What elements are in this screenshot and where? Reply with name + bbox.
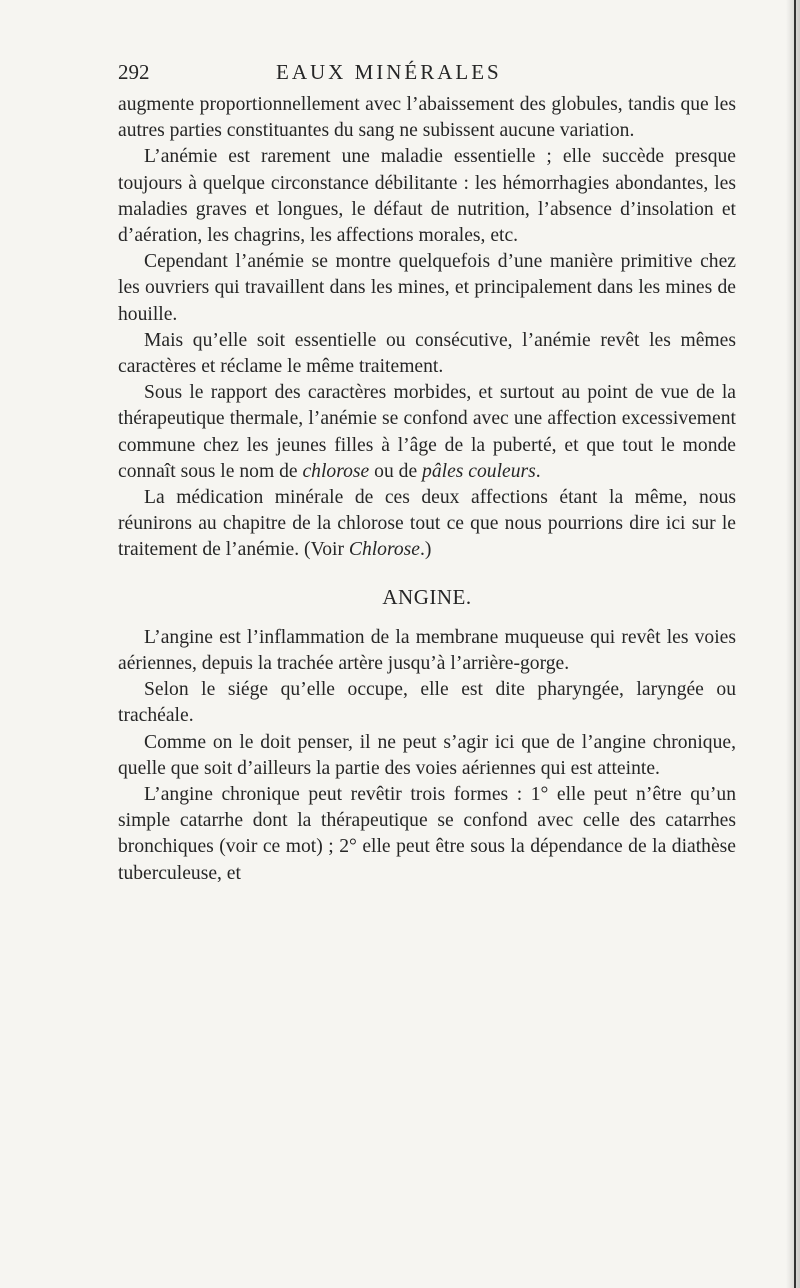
running-header — [118, 60, 736, 90]
paragraph-anemie-medication — [118, 485, 736, 564]
page-number: 292 — [118, 60, 150, 84]
paragraph-angine-definition: L’angine est l’inflammation de la membrane muqueuse qui revêt les voies aériennes, depuis la trachée artère jusqu’à l’arrière-gorge. — [118, 626, 736, 675]
italic-term-pales-couleurs: pâles couleurs — [422, 460, 536, 482]
text-span: . — [535, 460, 541, 482]
italic-term-chlorose: chlorose — [302, 460, 370, 482]
paragraph-angine-chronique: Comme on le doit penser, il ne peut s’agir ici que de l’angine chronique, quelle que soit d’ailleurs la partie des voies aériennes qui est atteinte. — [118, 731, 736, 779]
body-text — [118, 92, 736, 887]
paragraph-anemie-primitive: Cependant l’anémie se montre quelquefois d’une manière primitive chez les ouvriers qui travaillent dans les mines, et principalement dans les mines de houille. — [118, 251, 736, 325]
book-page — [118, 60, 736, 887]
paragraph-angine-formes: L’angine chronique peut revêtir trois formes : 1° elle peut n’être qu’un simple catarrhe dont la thérapeutique se confond avec celle des catarrhes bronchiques (voir ce mot) ; 2° elle peut être sous la dépendance de la diathèse tuberculeuse, et — [118, 784, 736, 884]
page-edge-line — [794, 0, 796, 1288]
paragraph-anemie-causes: L’anémie est rarement une maladie essentielle ; elle succède presque toujours à quelque circonstance débilitante : les hémorrhagies abondantes, les maladies graves et longues, le défaut de nutrition, l’absence d’insolation et d’aération, les chagrins, les affections morales, etc. — [118, 146, 736, 247]
paragraph-continuation: augmente proportionnellement avec l’abaissement des globules, tandis que les autres parties constituantes du sang ne subissent aucune variation. — [118, 94, 736, 142]
text-span: .) — [420, 539, 432, 561]
text-span: Sous le rapport des caractères morbides, et surtout au point de vue de la thérapeutique thermale, l’anémie se confond avec une affection excessivement commune chez les jeunes filles à l’âge de la puberté, et que tout le monde connaît sous le nom de — [118, 382, 736, 482]
running-title: EAUX MINÉRALES — [276, 60, 502, 84]
text-span: La médication minérale de ces deux affections étant la même, nous réunirons au chapitre de la chlorose tout ce que nous pourrions dire ici sur le traitement de l’anémie. (Voir — [118, 487, 736, 561]
paragraph-anemie-treatment: Mais qu’elle soit essentielle ou consécutive, l’anémie revêt les mêmes caractères et réclame le même traitement. — [118, 329, 736, 378]
italic-cross-reference: Chlorose — [348, 539, 420, 561]
text-span: ou de — [369, 460, 423, 482]
page-edge-shadow — [786, 0, 800, 1288]
paragraph-anemie-chlorose — [118, 380, 736, 485]
paragraph-angine-siege: Selon le siége qu’elle occupe, elle est dite pharyngée, laryngée ou trachéale. — [118, 679, 736, 727]
section-heading-angine: ANGINE. — [382, 584, 472, 609]
